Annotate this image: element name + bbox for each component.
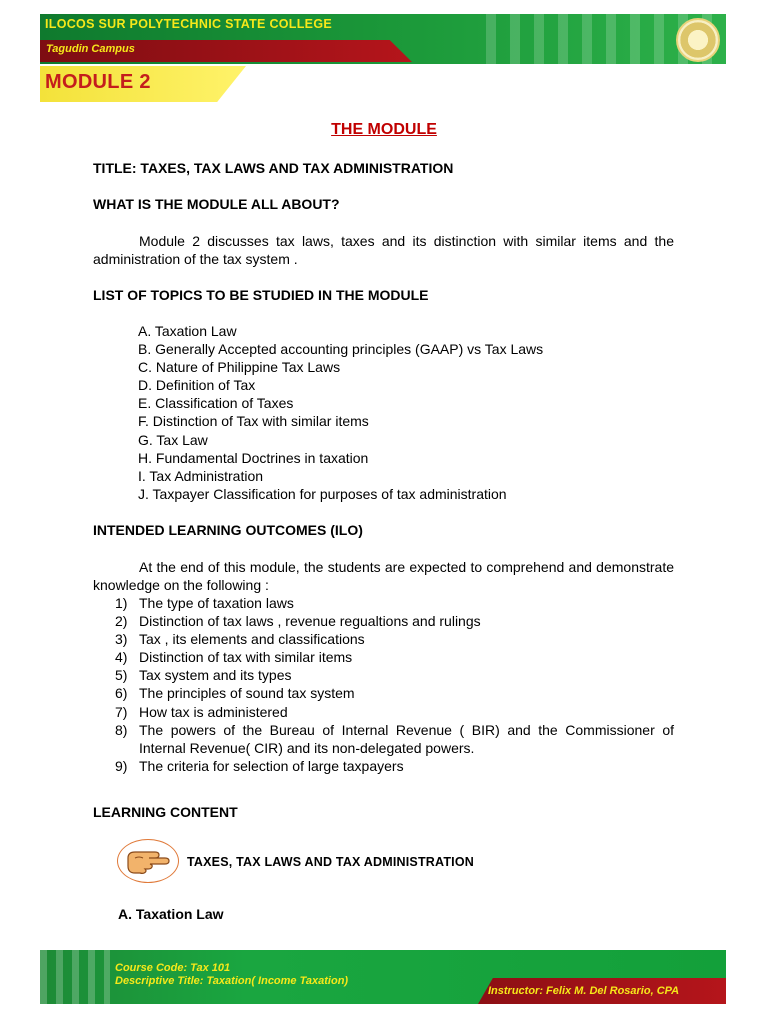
ilo-text: How tax is administered <box>139 703 288 720</box>
topics-heading: LIST OF TOPICS TO BE STUDIED IN THE MODULE <box>93 287 429 303</box>
footer-stripes <box>40 950 110 1004</box>
topic-item: A. Taxation Law <box>138 323 237 339</box>
ilo-item <box>115 648 674 666</box>
topic-item: J. Taxpayer Classification for purposes of tax administration <box>138 485 507 502</box>
ilo-heading: INTENDED LEARNING OUTCOMES (ILO) <box>93 522 363 538</box>
ilo-text: Tax system and its types <box>139 667 292 684</box>
about-text: Module 2 discusses tax laws, taxes and its distinction with similar items and the administration of the tax system . <box>93 233 674 267</box>
ilo-item <box>115 703 674 721</box>
content-heading: LEARNING CONTENT <box>93 804 238 820</box>
topic-item: I. Tax Administration <box>138 467 264 484</box>
topic-item: F. Distinction of Tax with similar items <box>138 413 369 430</box>
topics-list <box>138 322 543 503</box>
module-label: MODULE 2 <box>45 71 151 93</box>
ilo-text: The criteria for selection of large taxpayers <box>139 757 404 774</box>
ilo-intro: At the end of this module, the students are expected to comprehend and demonstrate knowledge on the following : <box>93 559 674 593</box>
ilo-number: 7) <box>115 703 128 720</box>
module-title: TITLE: TAXES, TAX LAWS AND TAX ADMINISTRATION <box>93 160 454 176</box>
ilo-number: 4) <box>115 649 128 666</box>
ilo-text: The principles of sound tax system <box>139 685 355 702</box>
ilo-text: Tax , its elements and classifications <box>139 631 365 648</box>
topic-item: G. Tax Law <box>138 431 208 448</box>
ilo-item <box>115 721 674 757</box>
ilo-number: 1) <box>115 595 128 611</box>
ilo-number: 9) <box>115 757 128 774</box>
ilo-number: 2) <box>115 613 128 630</box>
college-name: ILOCOS SUR POLYTECHNIC STATE COLLEGE <box>45 17 332 31</box>
ilo-item <box>115 684 674 702</box>
ilo-number: 6) <box>115 685 128 702</box>
descriptive-title: Descriptive Title: Taxation( Income Taxation) <box>115 975 349 987</box>
topic-item: E. Classification of Taxes <box>138 395 294 412</box>
topic-item: C. Nature of Philippine Tax Laws <box>138 359 341 376</box>
course-code: Course Code: Tax 101 <box>115 962 231 974</box>
ilo-item <box>115 612 674 630</box>
pointing-hand-icon <box>117 839 179 883</box>
ilo-number: 3) <box>115 631 128 648</box>
section-a-heading: A. Taxation Law <box>118 906 224 922</box>
content-subheading: TAXES, TAX LAWS AND TAX ADMINISTRATION <box>187 855 474 869</box>
ilo-number: 8) <box>115 721 128 738</box>
topic-item: H. Fundamental Doctrines in taxation <box>138 449 369 466</box>
ilo-item <box>115 757 674 775</box>
ilo-number: 5) <box>115 667 128 684</box>
ilo-text: Distinction of tax with similar items <box>139 649 353 666</box>
ilo-text: The type of taxation laws <box>139 595 294 611</box>
about-heading: WHAT IS THE MODULE ALL ABOUT? <box>93 196 340 212</box>
instructor-name: Instructor: Felix M. Del Rosario, CPA <box>488 985 680 997</box>
campus-name: Tagudin Campus <box>46 43 135 55</box>
pointing-hand-glyph-icon <box>125 846 171 876</box>
college-seal-icon <box>676 18 720 62</box>
ilo-item <box>115 594 674 612</box>
ilo-text: Distinction of tax laws , revenue regualtions and rulings <box>139 613 481 630</box>
topic-item: D. Definition of Tax <box>138 377 256 394</box>
ilo-text: The powers of the Bureau of Internal Revenue ( BIR) and the Commissioner of Internal Revenue( CIR) and its non-delegated powers. <box>139 721 674 756</box>
ilo-item <box>115 666 674 684</box>
ilo-item <box>115 630 674 648</box>
ilo-list <box>115 594 674 775</box>
page-title: THE MODULE <box>331 121 437 138</box>
topic-item: B. Generally Accepted accounting principles (GAAP) vs Tax Laws <box>138 341 544 358</box>
